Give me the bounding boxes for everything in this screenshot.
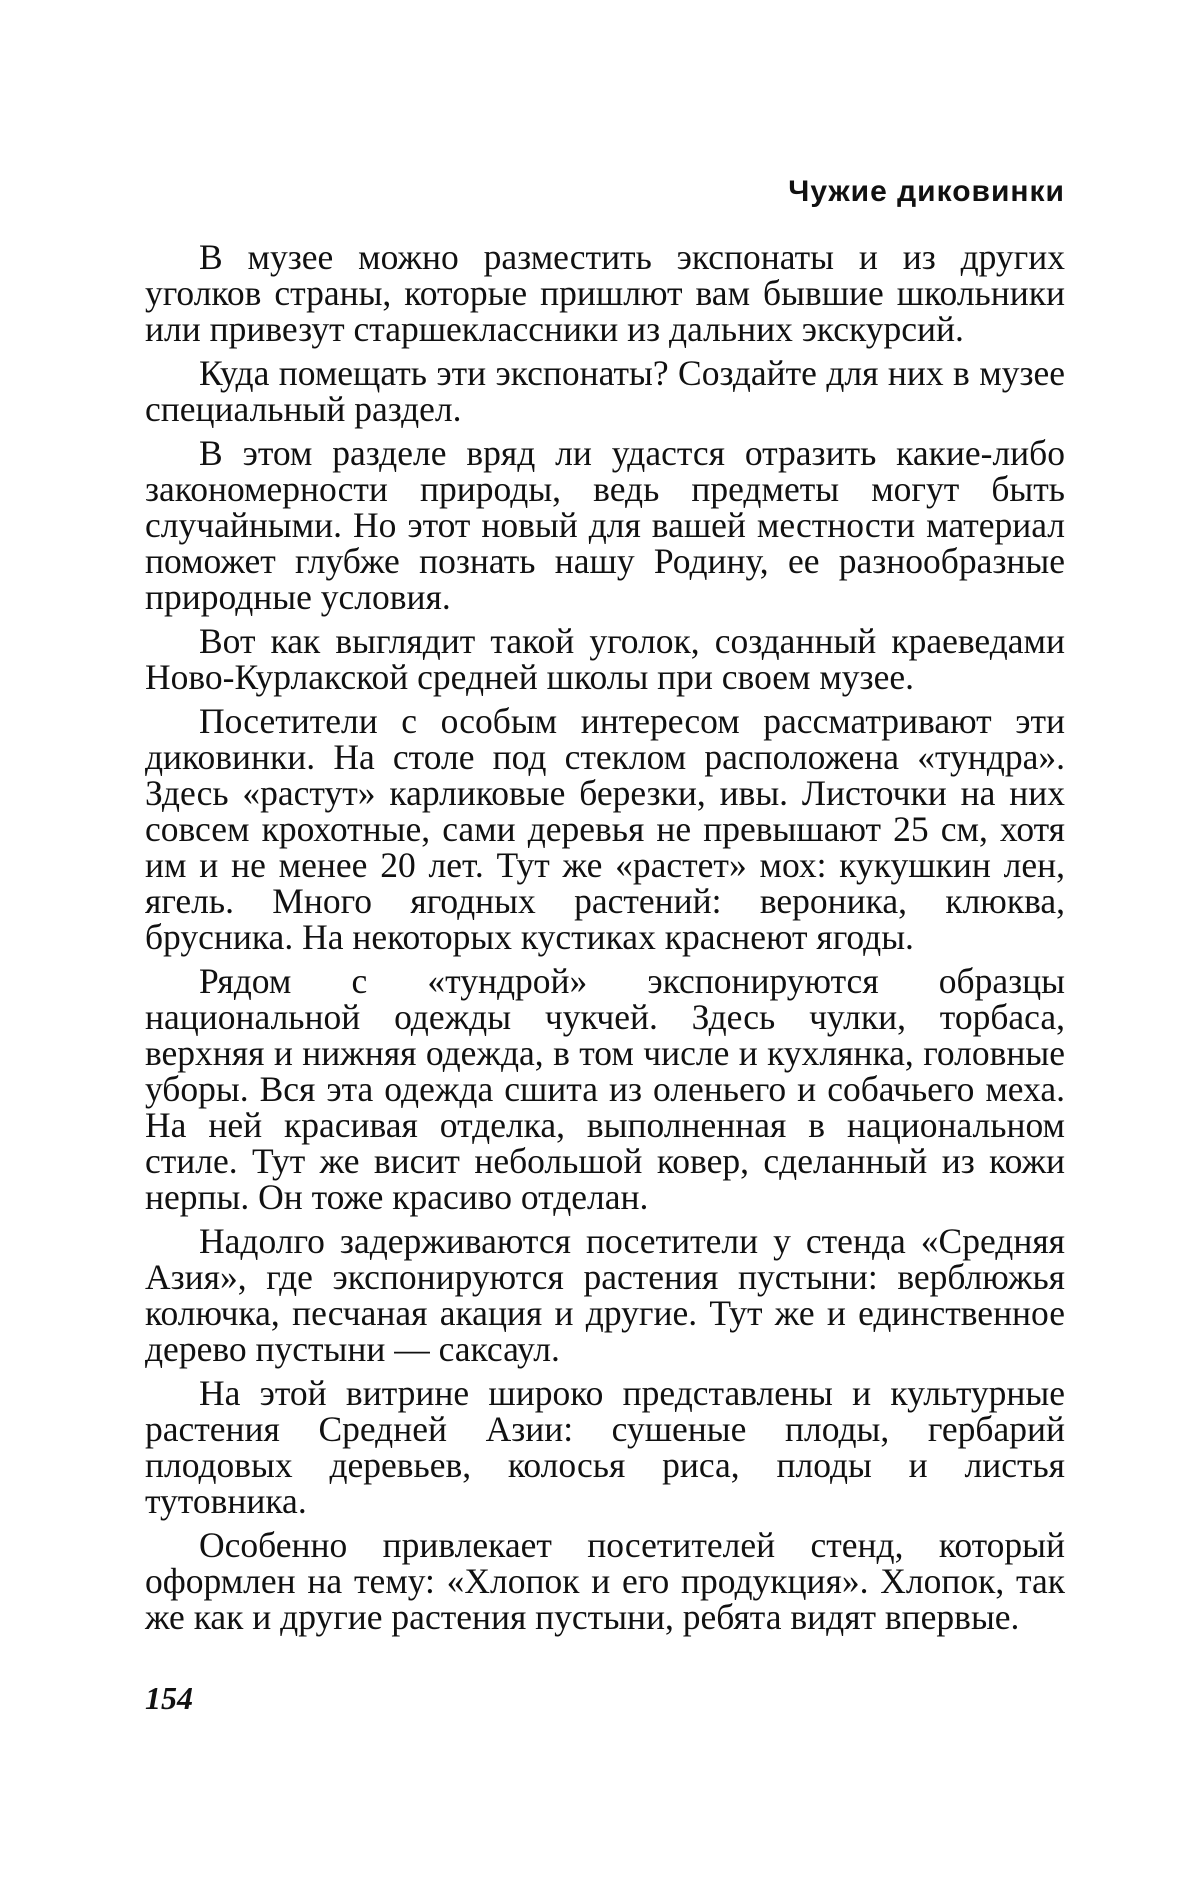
page-body xyxy=(145,175,1065,1643)
section-heading: Чужие диковинки xyxy=(788,175,1065,208)
paragraph-9: Особенно привлекает посетителей стенд, который оформлен на тему: «Хлопок и его продукция». Хлопок, так же как и другие растения пустыни, ребята видят впервые. xyxy=(145,1525,1065,1637)
paragraph-4: Вот как выглядит такой уголок, созданный краеведами Ново-Курлакской средней школы при своем музее. xyxy=(145,621,1065,697)
paragraph-1: В музее можно разместить экспонаты и из других уголков страны, которые пришлют вам бывшие школьники или привезут старшеклассники из дальних экскурсий. xyxy=(145,237,1065,349)
paragraph-7: Надолго задерживаются посетители у стенда «Средняя Азия», где экспонируются растения пустыни: верблюжья колючка, песчаная акация и другие. Тут же и единственное дерево пустыни — саксаул. xyxy=(145,1221,1065,1369)
paragraph-8: На этой витрине широко представлены и культурные растения Средней Азии: сушеные плоды, гербарий плодовых деревьев, колосья риса, плоды и листья тутовника. xyxy=(145,1373,1065,1521)
paragraph-3: В этом разделе вряд ли удастся отразить какие-либо закономерности природы, ведь предметы могут быть случайными. Но этот новый для вашей местности материал поможет глубже познать нашу Родину, ее разнообразные природные условия. xyxy=(145,433,1065,617)
page-number: 154 xyxy=(145,1680,193,1716)
paragraph-6: Рядом с «тундрой» экспонируются образцы национальной одежды чукчей. Здесь чулки, торбаса, верхняя и нижняя одежда, в том числе и кухлянка, головные уборы. Вся эта одежда сшита из оленьего и собачьего меха. На ней красивая отделка, выполненная в национальном стиле. Тут же висит небольшой ковер, сделанный из кожи нерпы. Он тоже красиво отделан. xyxy=(145,961,1065,1217)
paragraph-2: Куда помещать эти экспонаты? Создайте для них в музее специальный раздел. xyxy=(145,353,1065,429)
paragraph-5: Посетители с особым интересом рассматривают эти диковинки. На столе под стеклом расположена «тундра». Здесь «растут» карликовые березки, ивы. Листочки на них совсем крохотные, сами деревья не превышают 25 см, хотя им и не менее 20 лет. Тут же «растет» мох: кукушкин лен, ягель. Много ягодных растений: вероника, клюква, брусника. На некоторых кустиках краснеют ягоды. xyxy=(145,701,1065,957)
